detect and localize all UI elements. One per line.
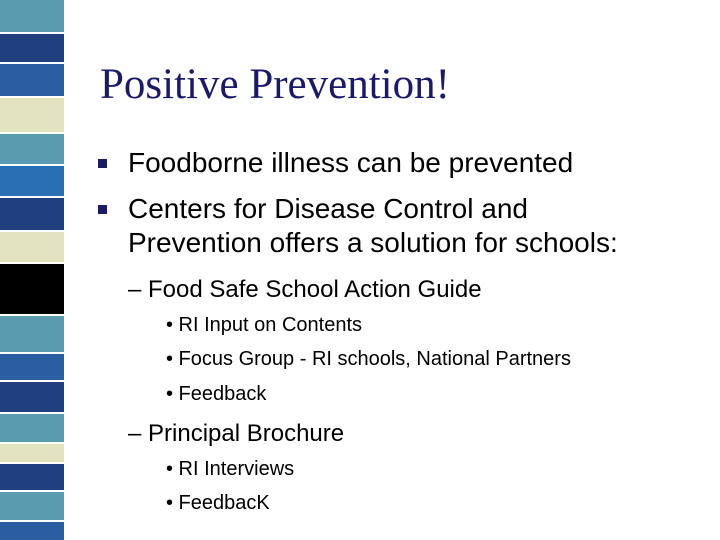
stripe [0, 316, 64, 354]
stripe [0, 354, 64, 382]
stripe [0, 444, 64, 464]
stripe [0, 166, 64, 198]
stripe [0, 464, 64, 492]
bullet-text: Foodborne illness can be prevented [128, 147, 574, 178]
stripe [0, 232, 64, 264]
sub-sub-item: • Feedback [166, 383, 267, 405]
sub-sub-item: • RI Input on Contents [166, 314, 363, 336]
sub-item-label: – Principal Brochure [128, 420, 345, 447]
stripe [0, 134, 64, 166]
bullet-text: Prevention offers a solution for schools: [128, 227, 618, 258]
square-bullet-icon [98, 205, 107, 214]
stripe [0, 0, 64, 34]
sub-sub-item: • RI Interviews [166, 458, 295, 480]
stripe [0, 64, 64, 98]
stripe [0, 34, 64, 64]
stripe [0, 198, 64, 232]
sub-item-label: – Food Safe School Action Guide [128, 276, 482, 303]
sub-sub-item: • Focus Group - RI schools, National Partners [166, 348, 571, 370]
stripe [0, 522, 64, 540]
decorative-stripe-bar [0, 0, 64, 540]
sub-sub-item: • FeedbacK [166, 492, 270, 514]
slide-title: Positive Prevention! [100, 61, 450, 108]
stripe [0, 98, 64, 134]
stripe [0, 414, 64, 444]
stripe [0, 382, 64, 414]
square-bullet-icon [98, 159, 107, 168]
bullet-text: Centers for Disease Control and [128, 193, 528, 224]
stripe [0, 492, 64, 522]
stripe [0, 264, 64, 316]
